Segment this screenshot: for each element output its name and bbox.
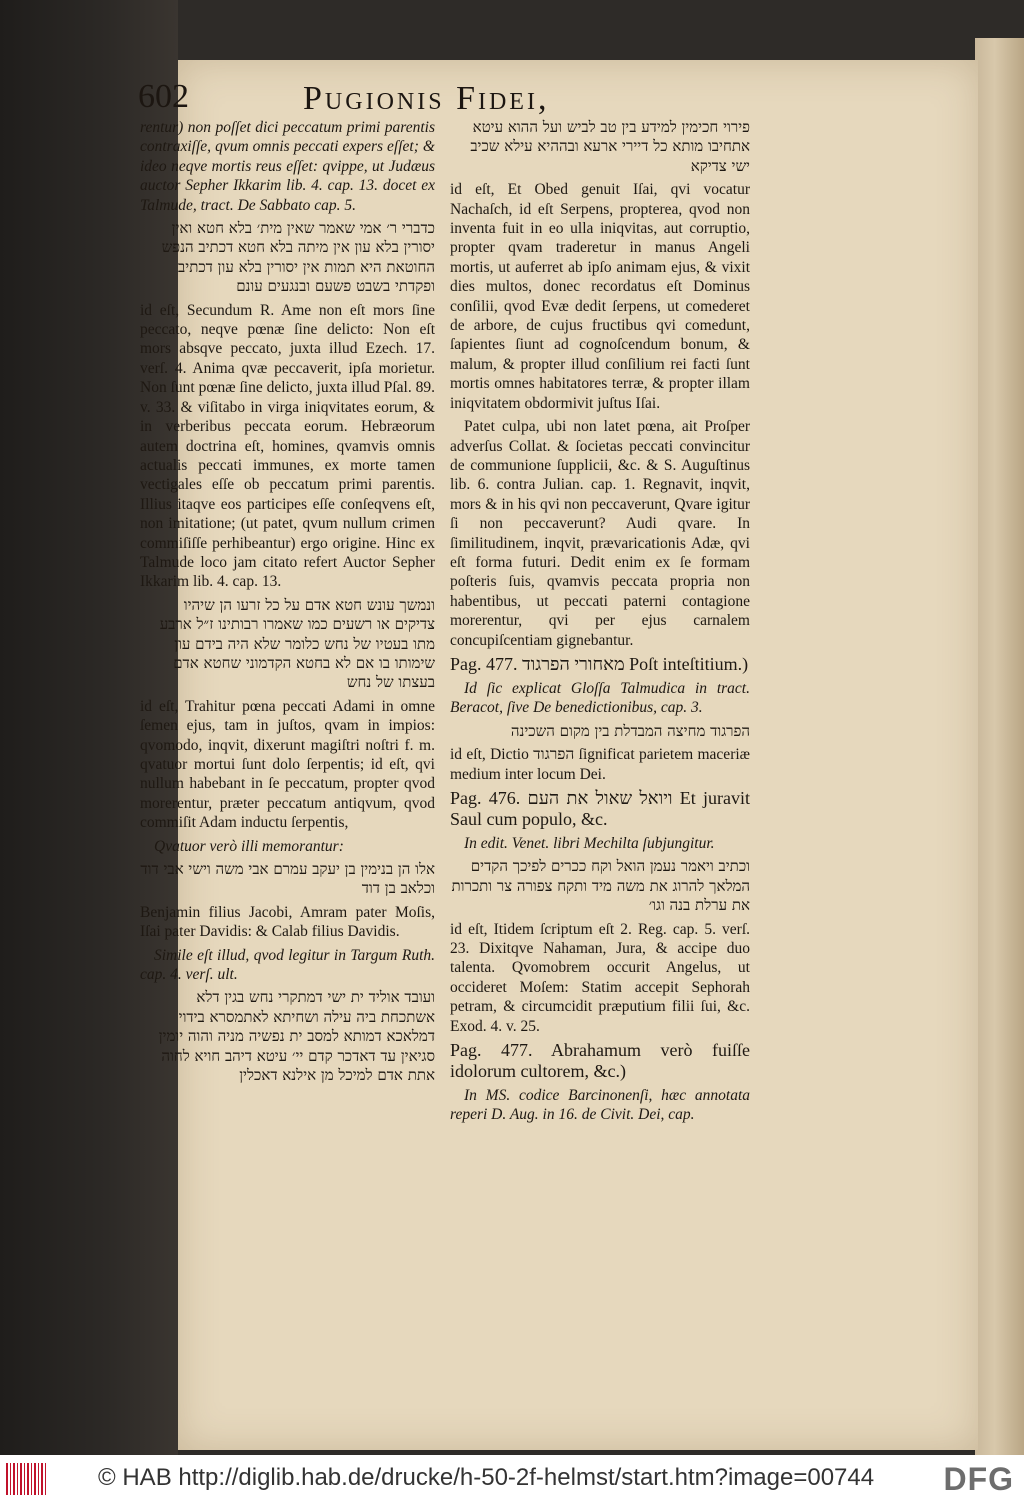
paragraph: rentur) non poſſet dici peccatum primi parentis contraxiſſe, qvum omnis peccati expers eſſet; & ideo neqve mortis reus eſſet: qvippe, ut Judæus auctor Sepher Ikkarim lib. 4. cap. 13. docet ex Talmude, tract. De Sabbato cap. 5. [140, 119, 435, 214]
paragraph: Simile eſt illud, qvod legitur in Targum Ruth. cap. 4. verſ. ult. [140, 946, 435, 984]
paragraph: כדברי ר׳ אמי שאמר שאין מית׳ בלא חטא ואין יסורין בלא עון אין מיתה בלא חטא דכתיב הנפש החוטאת היא תמות אין יסורין בלא עון דכתיב ופקדתי בשבט פשעם ובנגעים עונם [161, 219, 435, 296]
paragraph: Pag. 477. מאחורי הפרגוד Poſt inteſtitium.) [450, 653, 749, 674]
paragraph: Qvatuor verò illi memorantur: [154, 837, 344, 855]
page-number: 602 [138, 78, 189, 115]
paragraph: פירוי חכימין למידע בין טב לביש ועל ההוא עיטא אתחיבו מותא כל דיירי ארעא ובההיא עילא שכיב ישי צדיקא [470, 118, 750, 175]
paragraph: id eſt, Trahitur pœna peccati Adami in omne ſemen ejus, tam in juſtos, qvam in impios: qvomodo, inqvit, dixerunt magiſtri noſtri f. m. qvatuor mortui ſunt dolo ſerpentis; id eſt, qvi nullum habebant in ſe peccatum, propter qvod morerentur, præter peccatum antiqvum, qvod commiſit Adam inductu ſerpentis, [140, 697, 435, 832]
paragraph: אלו הן בנימין בן יעקב עמרם אבי משה וישי אבי דוד וכלאב בן דוד [140, 860, 435, 898]
paragraph: Benjamin filius Jacobi, Amram pater Moſis, Iſai pater Davidis: & Calab filius Davidis. [140, 903, 435, 941]
paragraph: id eſt, Dictio הפרגוד ſignificat parietem maceriæ medium inter locum Dei. [450, 746, 750, 783]
paragraph: id eſt, Secundum R. Ame non eſt mors ſine peccato, neqve pœnæ ſine delicto: Non eſt mors absqve peccato, juxta illud Ezech. 17. verſ. 4. Anima qvæ peccaverit, ipſa morietur. Non ſunt pœnæ ſine delicto, juxta illud Pſal. 89. v. 33. & viſitabo in virga iniqvitates eorum, & in verberibus peccata eorum. Hebræorum autem doctrina eſt, homines, qvamvis omnis actualis peccati immunes, ex morte tamen vectigales eſſe ob peccatum primi parentis. Illius itaqve eos participes eſſe conſeqvens eſt, non imitatione; (ut patet, qvum nullum crimen commiſiſſe perhibeantur) ergo origine. Hinc ex Talmude loco jam citato refert Auctor Sepher Ikkarim lib. 4. cap. 13. [140, 301, 435, 591]
paragraph: Pag. 476. ויואל שאול את העם Et juravit Saul cum populo, &c. [450, 788, 751, 829]
hab-barcode-logo-icon [6, 1463, 48, 1495]
running-title: Pugionis Fidei, [303, 80, 550, 117]
paragraph: In MS. codice Barcinonenſi, hæc annotata reperi D. Aug. in 16. de Civit. Dei, cap. [450, 1087, 750, 1124]
paragraph: id eſt, Et Obed genuit Iſai, qvi vocatur Nachaſch, id eſt Serpens, propterea, qvod non inventa fuit in eo ulla iniqvitas, aut corruptio, propter qvam traderetur in manus Angeli mortis, ut auferret ab ipſo animam ejus, & vixit dies multos, donec recordatus eſt Dominus conſilii, qvod Evæ dedit ſerpens, ut comederet de arbore, de cujus fructibus qvi comedunt, ſapientes ſiunt ad cognoſcendum bonum, & malum, & propter illud conſilium rei facti ſunt mortis omnes habitatores terræ, & propter illam iniqvitatem obdormivit juſtus Iſai. [450, 181, 750, 412]
paragraph: In edit. Venet. libri Mechilta ſubjungitur. [464, 835, 715, 852]
paragraph: Pag. 477. Abrahamum verò fuiſſe idolorum cultorem, &c.) [450, 1040, 750, 1082]
paragraph: id eſt, Itidem ſcriptum eſt 2. Reg. cap. 5. verſ. 23. Dixitqve Nahaman, Jura, & accipe duo talenta. Qvomobrem occurit Angelus, ut occideret Moſem: Statim accepit Sephorah petram, & circumcidit præputium filii ſui, &c. Exod. 4. v. 25. [450, 920, 750, 1035]
paragraph: ונמשך עונש חטא אדם על כל זרעו הן שיהיו צדיקים או רשעים כמו שאמרו רבותינו ז״ל ארבע מתו בעטיו של נחש כלומר שלא היה בידם עון שימותו בו אם לא בחטא הקדמוני שחטא אדם בעצתו של נחש [159, 595, 435, 692]
left-column [140, 118, 435, 1090]
viewer-footer [0, 1455, 1024, 1504]
paragraph: Patet culpa, ubi non latet pœna, ait Proſper adverſus Collat. & ſocietas peccati convincitur de communione ſupplicii, &c. & S. Auguſtinus lib. 6. contra Julian. cap. 1. Regnavit, inqvit, mors & in his qvi non peccaverunt, Qvare igitur ſi non peccaverunt? Audi qvare. In ſimilitudinem, inqvit, prævaricationis Adæ, qvi eſt forma futuri. Dedit enim ex ſe formam poſteris ſuis, qvamvis peccata propria non habentibus, ut peccati paterni contagione morerentur, qvi per ejus carnalem concupiſcentiam gignebantur. [450, 418, 750, 649]
paragraph: וכתיב ויאמר נעמן הואל וקח ככרים לפיכך הקדים המלאך להרוג את משה מיד ותקח צפורה צר ותכרות את ערלת בנה וגו׳ [451, 857, 750, 915]
adjacent-page-edge [975, 38, 1024, 1455]
attribution-link[interactable]: © HAB http://diglib.hab.de/drucke/h-50-2f-helmst/start.htm?image=00744 [98, 1464, 875, 1491]
paragraph: Id ſic explicat Gloſſa Talmudica in tract. Beracot, ſive De benedictionibus, cap. 3. [450, 679, 750, 717]
right-column [450, 118, 750, 1129]
paragraph: הפרגוד מחיצה המבדלת בין מקום השכינה [510, 721, 750, 740]
dfg-logo: DFG [943, 1461, 1014, 1497]
paragraph: ועובד אוליד ית ישי דמתקרי נחש בגין דלא אשתכחת ביה עילה ושחיתא לאתמסרא בידוי דמלאכא דמותא למסב ית נפשיה מניה והוה יומין סגיאין עד דאדכר קדם יי׳ עיטא דיהב חויא לחוה אתת אדם למיכל מן אילנא דאכלין [158, 988, 435, 1085]
